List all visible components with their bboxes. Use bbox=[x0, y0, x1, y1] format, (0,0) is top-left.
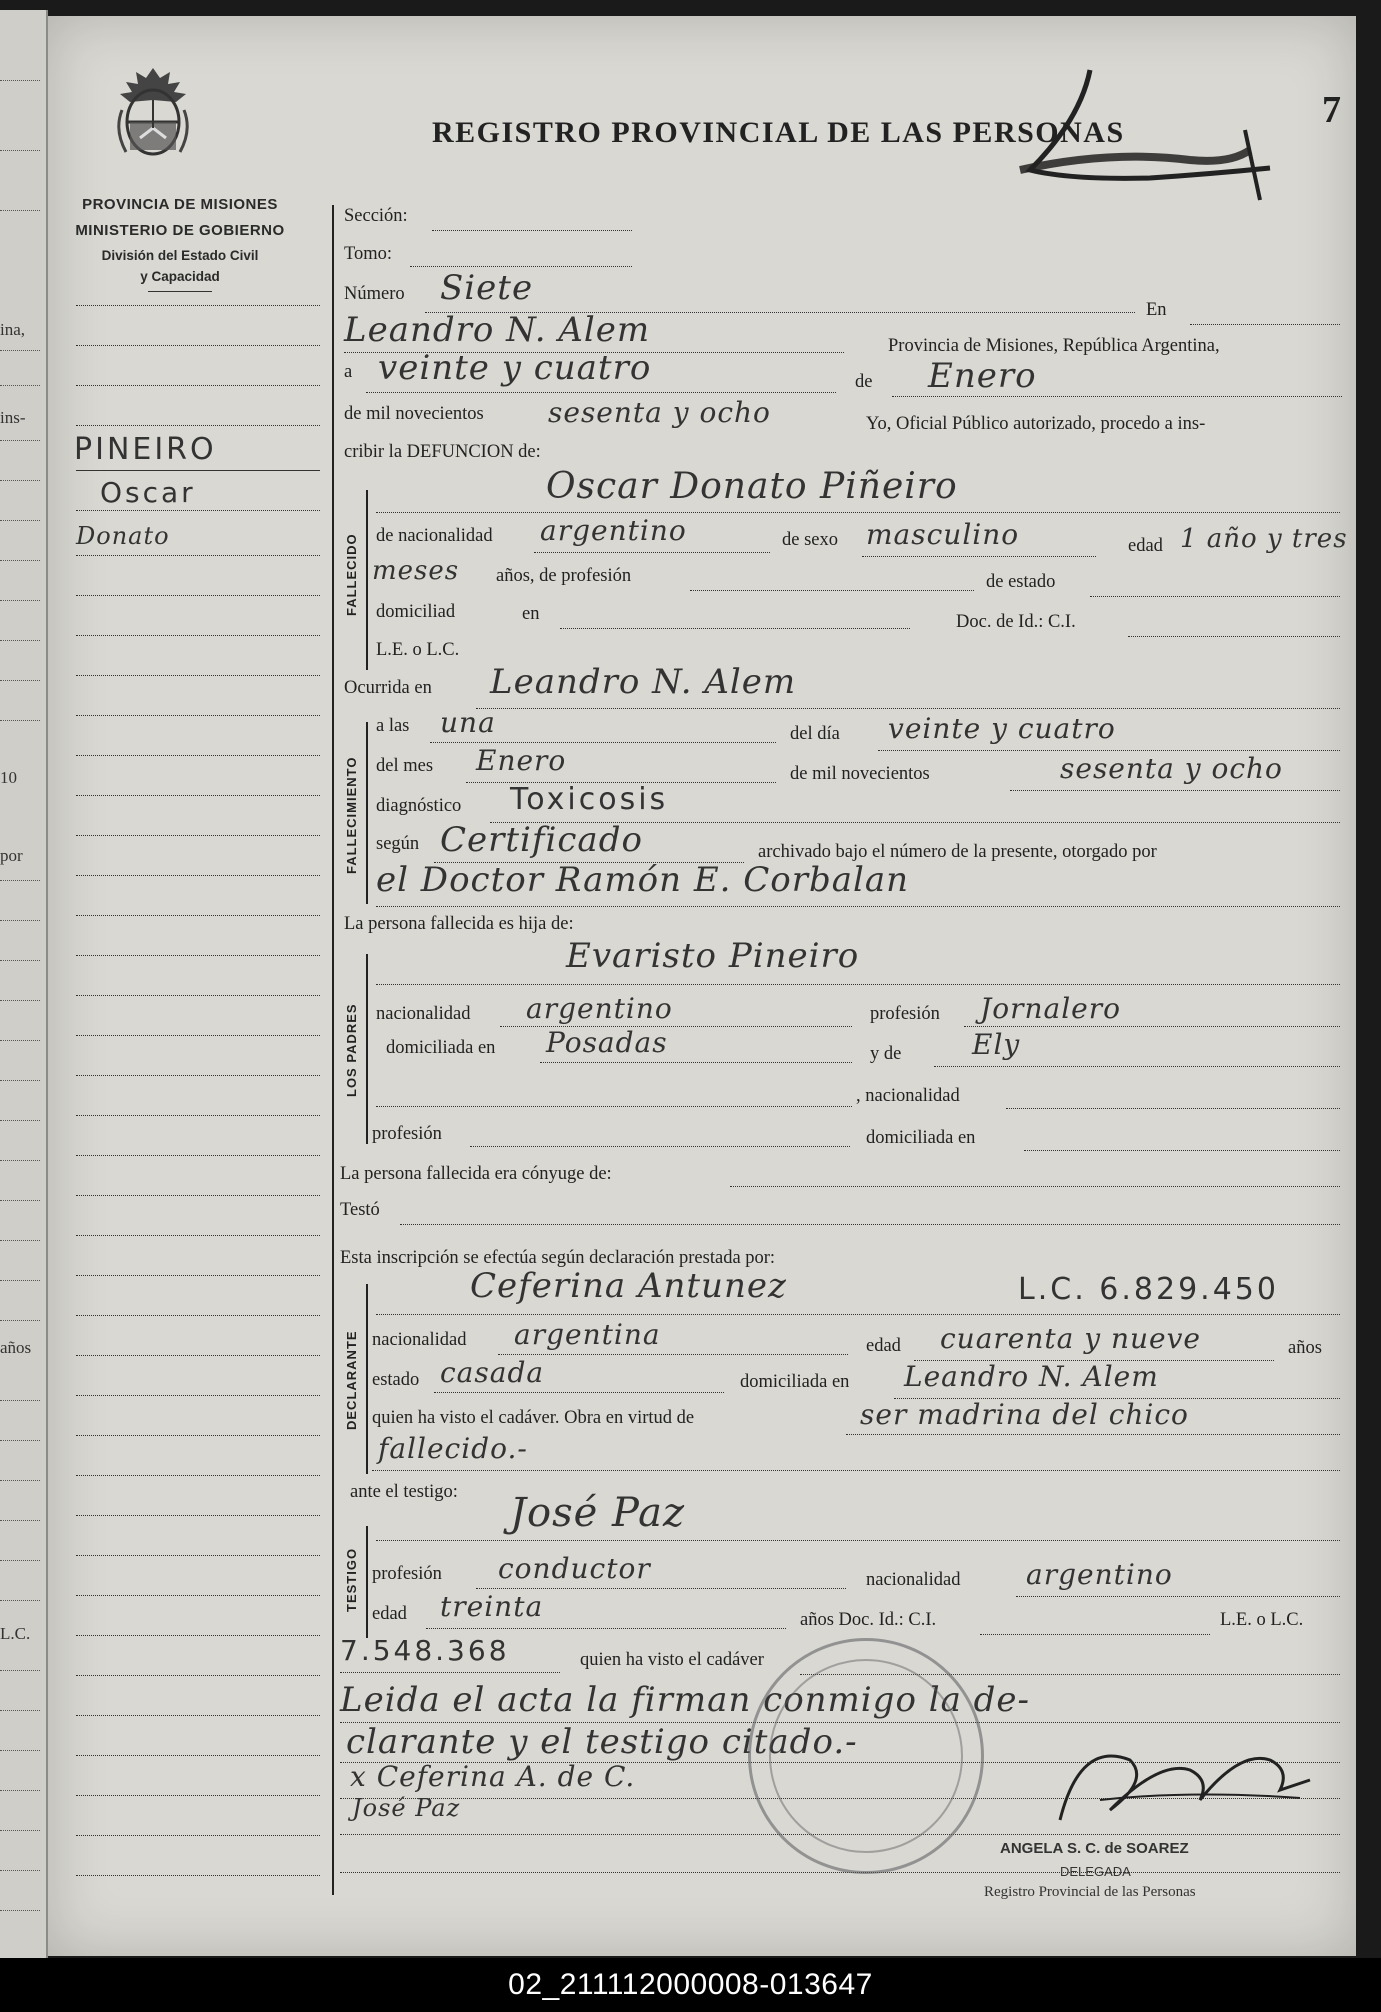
seccion-label: Sección: bbox=[344, 206, 408, 226]
madre-profesion-label: profesión bbox=[372, 1124, 442, 1144]
de-nacionalidad-label: de nacionalidad bbox=[376, 526, 493, 546]
conyuge-label: La persona fallecida era cónyuge de: bbox=[340, 1164, 612, 1184]
official-title: DELEGADA bbox=[1060, 1864, 1131, 1879]
de-estado-label: de estado bbox=[986, 572, 1056, 592]
testo-label: Testó bbox=[340, 1200, 380, 1220]
padre-dom-value: Posadas bbox=[546, 1026, 668, 1059]
official-signature bbox=[1040, 1720, 1320, 1840]
declarante-lc-value: L.C. 6.829.450 bbox=[1018, 1272, 1279, 1307]
fallecido-brace bbox=[366, 490, 368, 670]
del-dia-value: veinte y cuatro bbox=[888, 712, 1116, 745]
estado-label: estado bbox=[372, 1370, 420, 1390]
prev-page-fragment: ins- bbox=[0, 408, 26, 427]
ocurrida-label: Ocurrida en bbox=[344, 678, 432, 698]
section-fallecimiento: FALLECIMIENTO bbox=[344, 756, 359, 874]
testigo-brace bbox=[366, 1526, 368, 1638]
section-fallecido: FALLECIDO bbox=[344, 533, 359, 617]
virtud-value-2: fallecido.- bbox=[378, 1432, 528, 1465]
padre-prof-value: Jornalero bbox=[980, 992, 1121, 1025]
padre-nacionalidad-label: nacionalidad bbox=[376, 1004, 471, 1024]
del-mes-label: del mes bbox=[376, 756, 434, 776]
segun-label: según bbox=[376, 834, 420, 854]
numero-value: Siete bbox=[440, 268, 534, 308]
padres-brace bbox=[366, 954, 368, 1144]
declarante-domiciliada-label: domiciliada en bbox=[740, 1372, 850, 1392]
testigo-le-lc-label: L.E. o L.C. bbox=[1220, 1610, 1304, 1630]
anos-doc-label: años Doc. Id.: C.I. bbox=[800, 1610, 937, 1630]
declarante-edad-value: cuarenta y nueve bbox=[940, 1322, 1201, 1355]
edad-value: 1 año y tres bbox=[1180, 524, 1348, 554]
del-dia-label: del día bbox=[790, 724, 840, 744]
margin-name-1: Oscar bbox=[100, 476, 196, 509]
section-padres: LOS PADRES bbox=[344, 1003, 359, 1097]
header-underline bbox=[148, 291, 212, 292]
en-domicilio-label: en bbox=[522, 604, 540, 624]
de-mil-2-label: de mil novecientos bbox=[790, 764, 930, 784]
declarante-dom-value: Leandro N. Alem bbox=[904, 1360, 1159, 1393]
testigo-profesion-label: profesión bbox=[372, 1564, 442, 1584]
prev-page-fragment: ina, bbox=[0, 320, 26, 339]
madre-domiciliada-label: domiciliada en bbox=[866, 1128, 976, 1148]
del-mes-value: Enero bbox=[476, 744, 567, 777]
diagnostico-value: Toxicosis bbox=[510, 782, 669, 817]
testigo-nac-value: argentino bbox=[1026, 1558, 1173, 1591]
page-number: 7 bbox=[1322, 89, 1341, 131]
testigo-edad-value: treinta bbox=[440, 1590, 544, 1623]
edad-label: edad bbox=[1128, 536, 1163, 556]
de-mil-label: de mil novecientos bbox=[344, 404, 484, 424]
inscripcion-label: Esta inscripción se efectúa según declaración prestada por: bbox=[340, 1248, 776, 1268]
sexo-value: masculino bbox=[866, 518, 1020, 551]
padre-profesion-label: profesión bbox=[870, 1004, 940, 1024]
tomo-label: Tomo: bbox=[344, 244, 393, 264]
diagnostico-label: diagnóstico bbox=[376, 796, 462, 816]
testigo-nacionalidad-label: nacionalidad bbox=[866, 1570, 961, 1590]
dia-value: veinte y cuatro bbox=[378, 348, 652, 388]
padre-value: Evaristo Pineiro bbox=[566, 936, 860, 976]
yo-label: Yo, Oficial Público autorizado, procedo a ins- bbox=[866, 414, 1206, 434]
ante-testigo-label: ante el testigo: bbox=[350, 1482, 458, 1502]
lugar-value: Leandro N. Alem bbox=[344, 310, 651, 350]
quien-visto-label: quien ha visto el cadáver. Obra en virtud de bbox=[372, 1408, 695, 1428]
prev-page-fragment: años bbox=[0, 1338, 32, 1357]
testigo-prof-value: conductor bbox=[498, 1552, 651, 1585]
declarante-anos-label: años bbox=[1288, 1338, 1322, 1358]
quien-visto-2-label: quien ha visto el cadáver bbox=[580, 1650, 764, 1670]
declarante-brace bbox=[366, 1284, 368, 1474]
padre-nac-value: argentino bbox=[526, 992, 673, 1025]
doc-id-label: Doc. de Id.: C.I. bbox=[956, 612, 1076, 632]
prev-page-fragment: por bbox=[0, 846, 23, 865]
section-testigo: TESTIGO bbox=[344, 1547, 359, 1613]
fallecimiento-brace bbox=[366, 722, 368, 904]
declarante-nacionalidad-label: nacionalidad bbox=[372, 1330, 467, 1350]
doctor-value: el Doctor Ramón E. Corbalan bbox=[376, 860, 910, 900]
coat-of-arms-emblem bbox=[108, 60, 198, 160]
declarante-nac-value: argentina bbox=[514, 1318, 661, 1351]
de-sexo-label: de sexo bbox=[782, 530, 838, 550]
en-label: En bbox=[1146, 300, 1167, 320]
document-title: REGISTRO PROVINCIAL DE LAS PERSONAS bbox=[432, 116, 1125, 149]
anio-2-value: sesenta y ocho bbox=[1060, 752, 1283, 785]
numero-label: Número bbox=[344, 284, 405, 304]
hora-value: una bbox=[440, 706, 496, 739]
madre-value: Ely bbox=[972, 1028, 1021, 1061]
nacionalidad-value: argentino bbox=[540, 514, 687, 547]
anio-value: sesenta y ocho bbox=[548, 396, 771, 429]
barcode-text: 02_211112000008-013647 bbox=[508, 1968, 873, 2001]
ministry-header: MINISTERIO DE GOBIERNO bbox=[75, 222, 285, 239]
a-label: a bbox=[344, 362, 353, 382]
de-label: de bbox=[855, 372, 873, 392]
margin-name-2: Donato bbox=[76, 522, 170, 550]
testigo-value: José Paz bbox=[510, 1490, 686, 1536]
testigo-signature: José Paz bbox=[352, 1794, 461, 1822]
official-org: Registro Provincial de las Personas bbox=[984, 1884, 1196, 1900]
provincia-label: Provincia de Misiones, República Argentina, bbox=[888, 336, 1220, 356]
official-round-stamp bbox=[748, 1638, 984, 1874]
declarante-signature: x Ceferina A. de C. bbox=[350, 1760, 636, 1793]
a-las-label: a las bbox=[376, 716, 410, 736]
virtud-value: ser madrina del chico bbox=[860, 1398, 1189, 1431]
estado-value: casada bbox=[440, 1356, 545, 1389]
previous-page-edge bbox=[0, 10, 48, 1960]
meses-value: meses bbox=[372, 556, 460, 586]
segun-value: Certificado bbox=[440, 820, 643, 860]
ocurrida-value: Leandro N. Alem bbox=[490, 662, 797, 702]
margin-divider bbox=[332, 205, 334, 1895]
inscribir-label: cribir la DEFUNCION de: bbox=[344, 442, 541, 462]
province-header: PROVINCIA DE MISIONES bbox=[82, 196, 278, 213]
le-lc-label: L.E. o L.C. bbox=[376, 640, 460, 660]
y-de-label: y de bbox=[870, 1044, 902, 1064]
official-name: ANGELA S. C. de SOAREZ bbox=[1000, 1840, 1189, 1857]
testigo-edad-label: edad bbox=[372, 1604, 407, 1624]
domiciliad-label: domiciliad bbox=[376, 602, 456, 622]
fallecido-nombre: Oscar Donato Piñeiro bbox=[546, 466, 958, 507]
declarante-edad-label: edad bbox=[866, 1336, 901, 1356]
margin-surname: PINEIRO bbox=[74, 432, 217, 467]
testigo-doc-value: 7.548.368 bbox=[340, 1634, 510, 1667]
archivado-label: archivado bajo el número de la presente, otorgado por bbox=[758, 842, 1157, 862]
capacity-header: y Capacidad bbox=[140, 269, 220, 284]
section-declarante: DECLARANTE bbox=[344, 1330, 359, 1430]
closing-note-2: clarante y el testigo citado.- bbox=[346, 1722, 858, 1762]
prev-page-fragment: L.C. bbox=[0, 1624, 31, 1643]
domiciliada-label: domiciliada en bbox=[386, 1038, 496, 1058]
division-header: División del Estado Civil bbox=[101, 248, 259, 263]
handwritten-annotation-scribble bbox=[990, 60, 1300, 210]
anos-profesion-label: años, de profesión bbox=[496, 566, 632, 586]
declarante-value: Ceferina Antunez bbox=[470, 1266, 787, 1306]
closing-note-1: Leida el acta la firman conmigo la de- bbox=[340, 1680, 1031, 1720]
hija-de-label: La persona fallecida es hija de: bbox=[344, 914, 574, 934]
prev-page-fragment: 10 bbox=[0, 768, 17, 787]
madre-nacionalidad-label: , nacionalidad bbox=[856, 1086, 960, 1106]
mes-value: Enero bbox=[928, 356, 1037, 396]
